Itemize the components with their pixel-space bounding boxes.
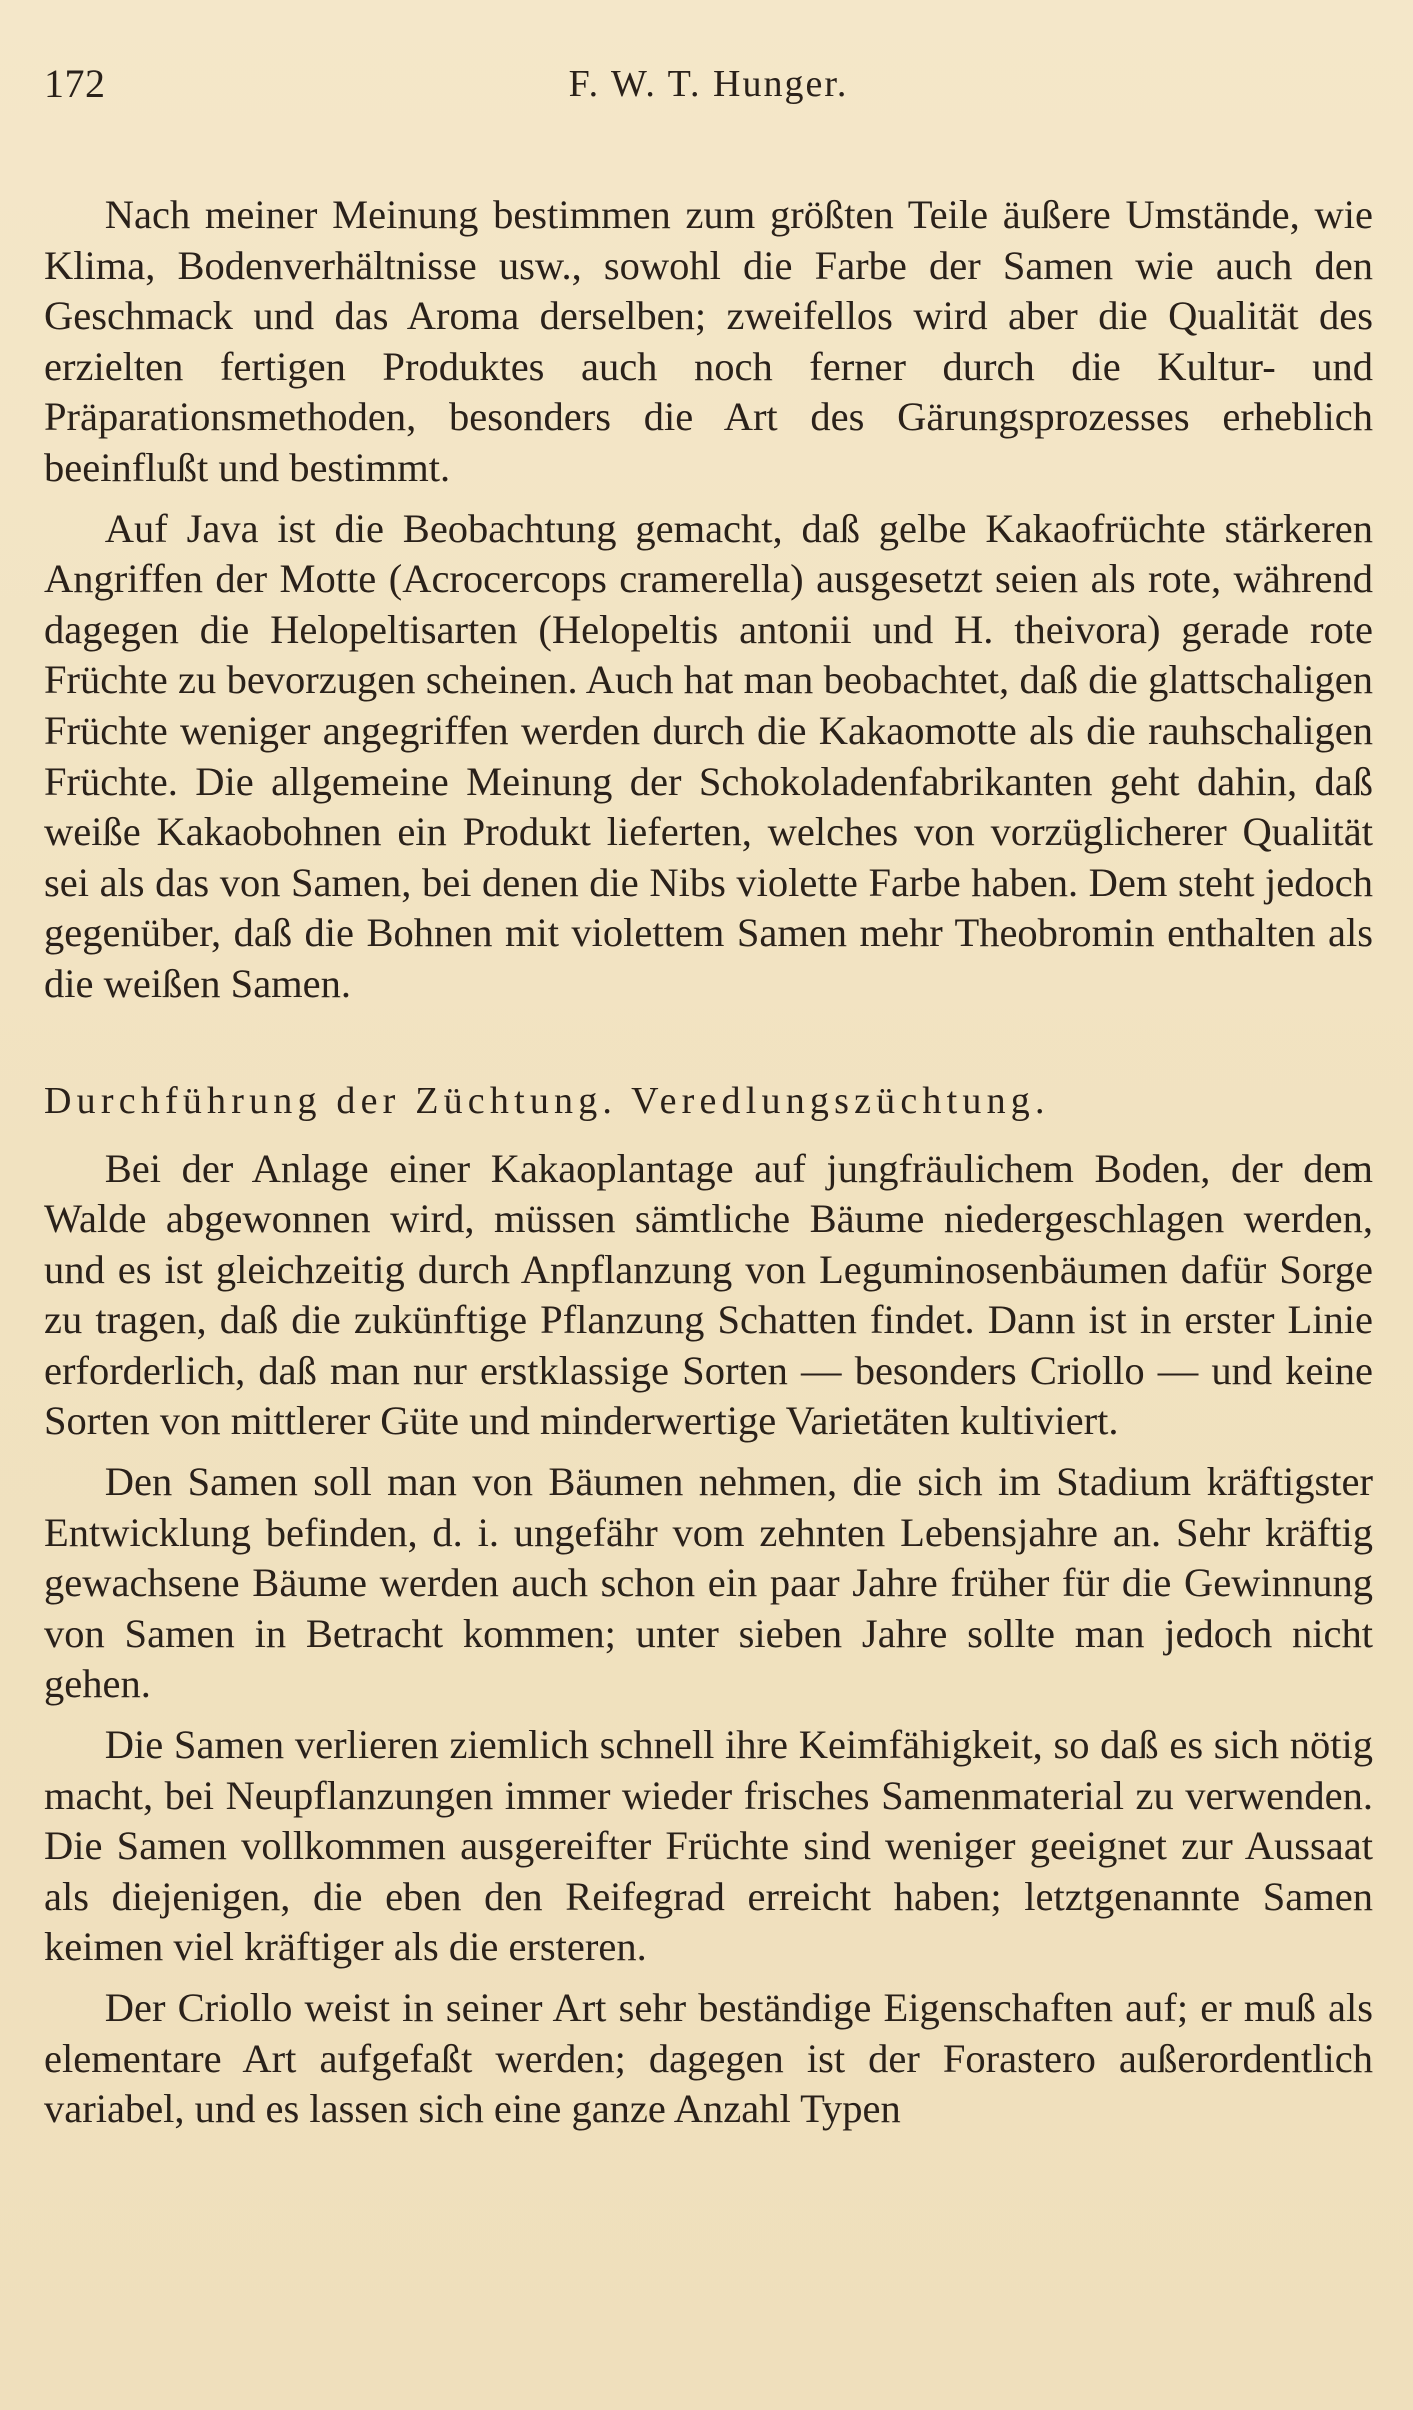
- body-text: [44, 190, 1373, 2135]
- header-author: F. W. T. Hunger.: [568, 63, 849, 105]
- paragraph: Bei der Anlage einer Kakaoplantage auf jungfräulichem Boden, der dem Walde abgewonnen wird, müssen sämtliche Bäume niedergeschlagen werden, und es ist gleichzeitig durch Anpflanzung von Leguminosenbäumen dafür Sorge zu tragen, daß die zukünftige Pflanzung Schatten findet. Dann ist in erster Linie erforderlich, daß man nur erstklassige Sorten — besonders Criollo — und keine Sorten von mittlerer Güte und minderwertige Varietäten kultiviert.: [44, 1145, 1373, 1444]
- paragraph: Der Criollo weist in seiner Art sehr beständige Eigenschaften auf; er muß als elementare Art aufgefaßt werden; dagegen ist der Forastero außerordentlich variabel, und es lassen sich eine ganze Anzahl Typen: [44, 1985, 1373, 2132]
- paragraph: Die Samen verlieren ziemlich schnell ihre Keimfähigkeit, so daß es sich nötig macht, bei Neupflanzungen immer wieder frisches Samenmaterial zu verwenden. Die Samen vollkommen ausgereifter Früchte sind weniger geeignet zur Aussaat als diejenigen, die eben den Reifegrad erreicht haben; letztgenannte Samen keimen viel kräftiger als die ersteren.: [44, 1722, 1373, 1970]
- paragraph: Den Samen soll man von Bäumen nehmen, die sich im Stadium kräftigster Entwicklung befinden, d. i. ungefähr vom zehnten Lebensjahre an. Sehr kräftig gewachsene Bäume werden auch schon ein paar Jahre früher für die Gewinnung von Samen in Betracht kommen; unter sieben Jahre sollte man jedoch nicht gehen.: [44, 1459, 1373, 1707]
- paragraph: Nach meiner Meinung bestimmen zum größten Teile äußere Umstände, wie Klima, Bodenverhältnisse usw., sowohl die Farbe der Samen wie auch den Geschmack und das Aroma derselben; zweifellos wird aber die Qualität des erzielten fertigen Produktes auch noch ferner durch die Kultur- und Präparationsmethoden, besonders die Art des Gärungsprozesses erheblich beeinflußt und bestimmt.: [44, 192, 1373, 490]
- section-heading: Durchführung der Züchtung. Veredlungszüchtung.: [44, 1079, 1050, 1122]
- running-header: [44, 56, 1373, 112]
- paragraph: Auf Java ist die Beobachtung gemacht, daß gelbe Kakaofrüchte stärkeren Angriffen der Motte (Acrocercops cramerella) ausgesetzt seien als rote, während dagegen die Helopeltisarten (Helopeltis antonii und H. theivora) gerade rote Früchte zu bevorzugen scheinen. Auch hat man beobachtet, daß die glattschaligen Früchte weniger angegriffen werden durch die Kakaomotte als die rauhschaligen Früchte. Die allgemeine Meinung der Schokoladenfabrikanten geht dahin, daß weiße Kakaobohnen ein Produkt lieferten, welches von vorzüglicherer Qualität sei als das von Samen, bei denen die Nibs violette Farbe haben. Dem steht jedoch gegenüber, daß die Bohnen mit violettem Samen mehr Theobromin enthalten als die weißen Samen.: [44, 505, 1373, 1006]
- page-number: 172: [44, 61, 106, 106]
